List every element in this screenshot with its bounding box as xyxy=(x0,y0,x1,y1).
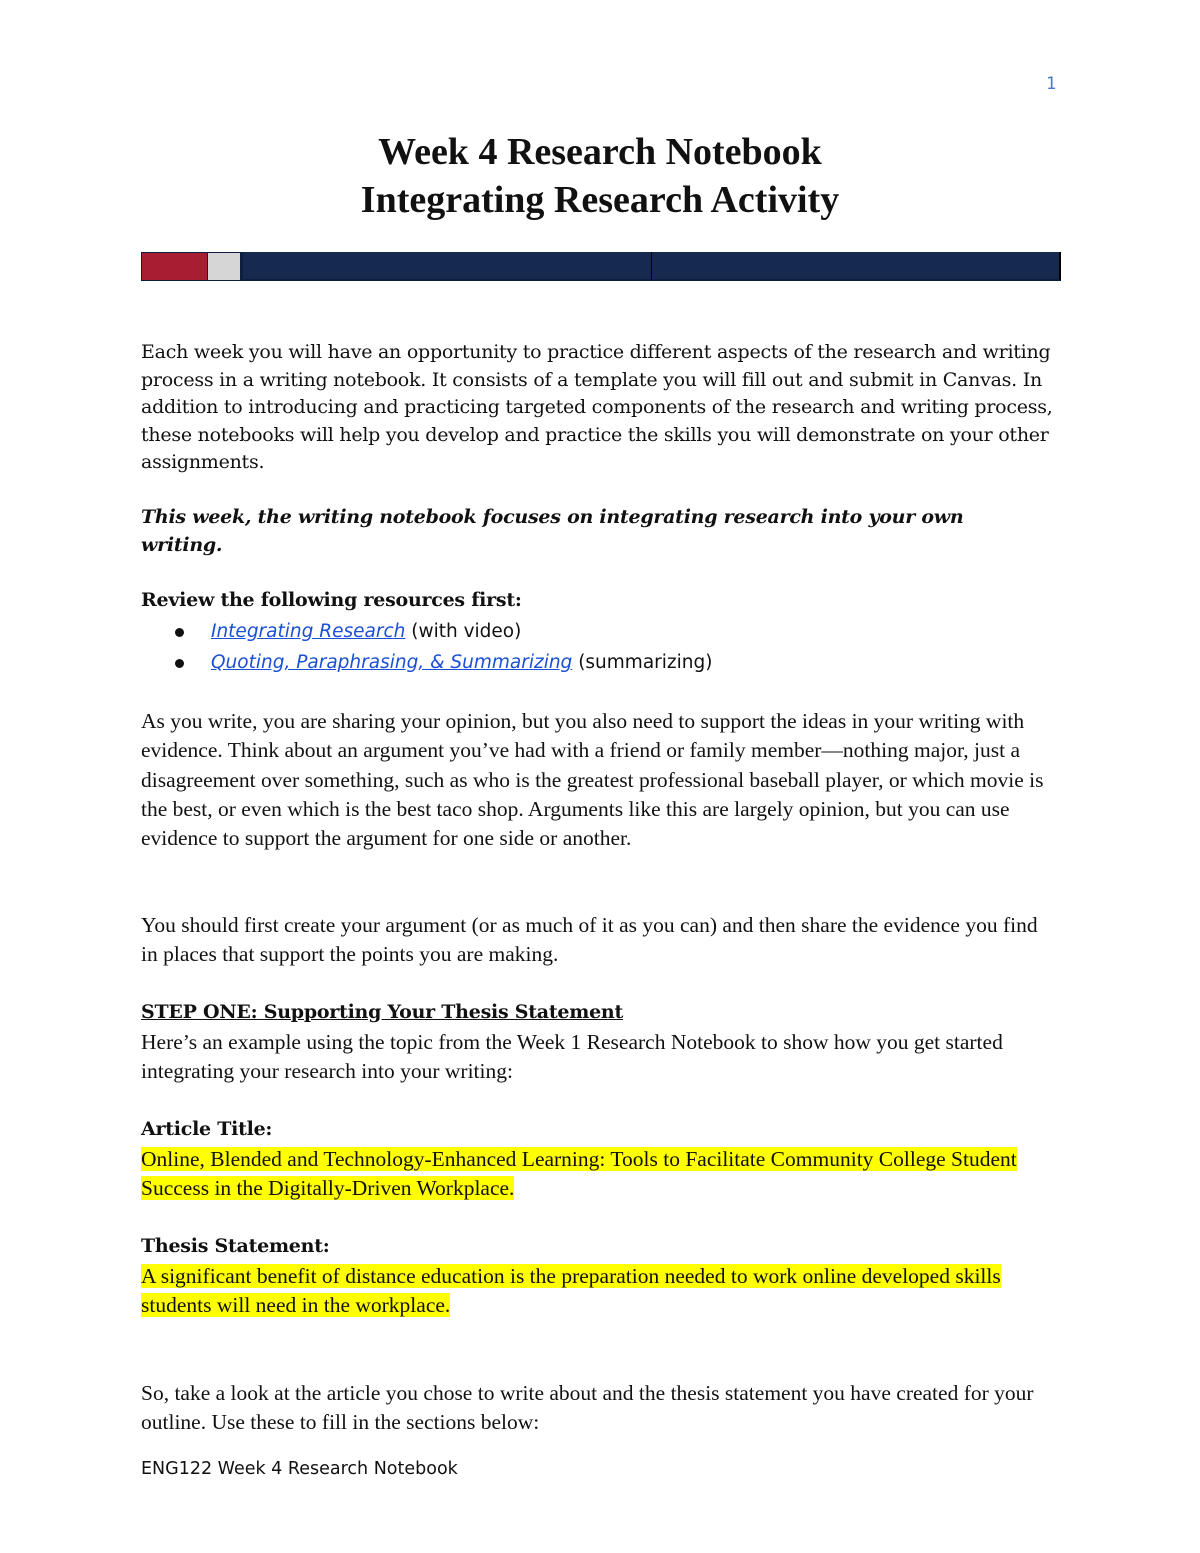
article-title-value xyxy=(141,1145,1046,1204)
banner-navy-segment xyxy=(241,252,651,281)
color-banner xyxy=(141,252,1060,281)
closing-paragraph: So, take a look at the article you chose to write about and the thesis statement you have created for your outline. Use these to fill in the sections below: xyxy=(141,1381,1034,1435)
thesis-value xyxy=(141,1262,1046,1321)
resources-heading: Review the following resources first: xyxy=(141,589,522,611)
highlighted-text: Online, Blended and Technology-Enhanced Learning: Tools to Facilitate Community College Student Success in the Digitally-Driven Workplace. xyxy=(141,1147,1017,1201)
focus-statement: This week, the writing notebook focuses on integrating research into your own writing. xyxy=(141,506,964,556)
argument-paragraph: As you write, you are sharing your opinion, but you also need to support the ideas in your writing with evidence. Think about an argument you’ve had with a friend or family member—nothing major, just a disagreement over something, such as who is the greatest professional baseball player, or which movie is the best, or even which is the best taco shop. Arguments like this are largely opinion, but you can use evidence to support the argument for one side or another. xyxy=(141,709,1044,851)
list-item xyxy=(172,616,712,647)
document-title-line1: Week 4 Research Notebook xyxy=(378,131,822,173)
integrating-research-link[interactable]: Integrating Research xyxy=(211,621,406,642)
article-title-label: Article Title: xyxy=(141,1118,273,1140)
page-footer: ENG122 Week 4 Research Notebook xyxy=(141,1459,458,1479)
step-one-heading: STEP ONE: Supporting Your Thesis Statement xyxy=(141,1001,624,1023)
banner-navy-segment xyxy=(651,252,1061,281)
resources-list xyxy=(172,616,712,678)
evidence-paragraph: You should first create your argument (or as much of it as you can) and then share the evidence you find in places that support the points you are making. xyxy=(141,913,1038,967)
resource-note: (with video) xyxy=(405,621,522,642)
thesis-label: Thesis Statement: xyxy=(141,1235,330,1257)
bullet-icon xyxy=(175,659,184,668)
page-number: 1 xyxy=(1046,74,1057,94)
intro-paragraph: Each week you will have an opportunity to practice different aspects of the research and writing process in a writing notebook. It consists of a template you will fill out and submit in Canvas. In addition to introducing and practicing targeted components of the research and writing process, these notebooks will help you develop and practice the skills you will demonstrate on your other assignments. xyxy=(141,341,1053,473)
quoting-paraphrasing-link[interactable]: Quoting, Paraphrasing, & Summarizing xyxy=(211,652,573,673)
banner-red-segment xyxy=(141,252,209,281)
resource-note: (summarizing) xyxy=(572,652,713,673)
banner-gray-segment xyxy=(207,252,241,281)
step-one-intro: Here’s an example using the topic from the Week 1 Research Notebook to show how you get started integrating your research into your writing: xyxy=(141,1030,1003,1084)
list-item xyxy=(172,647,712,678)
bullet-icon xyxy=(175,628,184,637)
highlighted-text: A significant benefit of distance education is the preparation needed to work online developed skills students will need in the workplace. xyxy=(141,1264,1001,1318)
document-title-line2: Integrating Research Activity xyxy=(360,179,840,221)
